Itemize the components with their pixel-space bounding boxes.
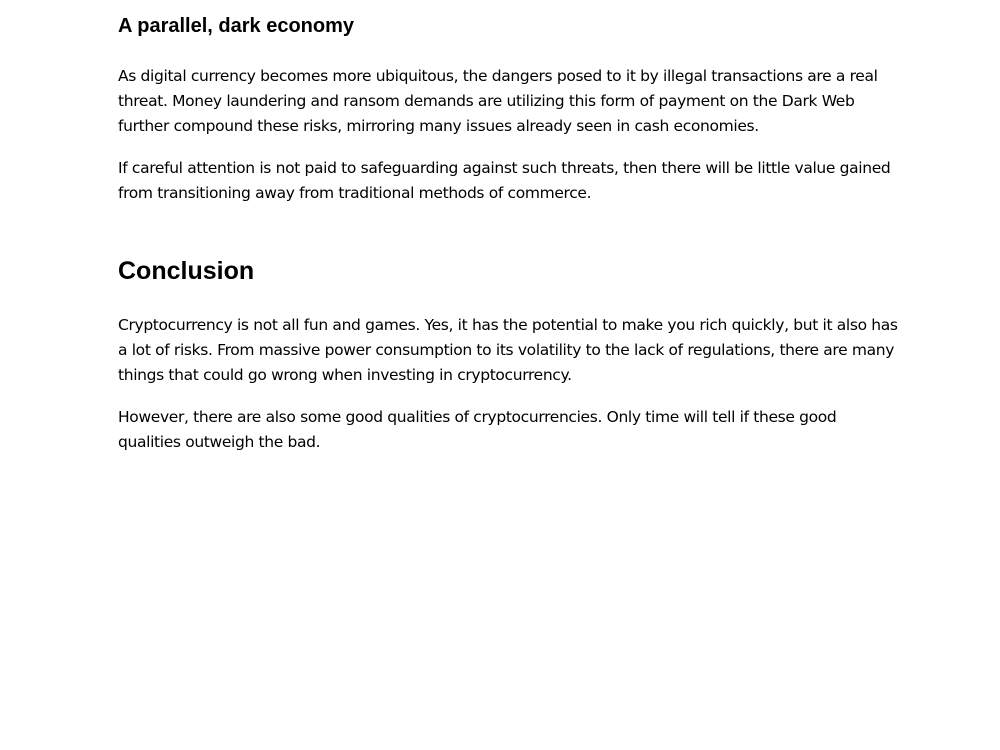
paragraph-line: things that could go wrong when investing in cryptocurrency. [118,366,572,385]
paragraph-line: However, there are also some good qualities of cryptocurrencies. Only time will tell if these good [118,408,837,426]
section-heading-conclusion: Conclusion [118,257,255,285]
paragraph-line: a lot of risks. From massive power consumption to its volatility to the lack of regulations, there are many [118,341,895,360]
paragraph-line: If careful attention is not paid to safeguarding against such threats, then there will be little value gained [118,159,891,177]
section-heading-dark-economy: A parallel, dark economy [118,15,355,37]
paragraph-conclusion-2 [118,405,888,455]
paragraph-line: threat. Money laundering and ransom demands are utilizing this form of payment on the Dark Web [118,92,855,111]
paragraph-line: further compound these risks, mirroring many issues already seen in cash economies. [118,117,759,136]
paragraph-line: qualities outweigh the bad. [118,433,321,452]
paragraph-dark-economy-1 [118,64,888,140]
paragraph-line: Cryptocurrency is not all fun and games. Yes, it has the potential to make you rich quickly, but it also has [118,316,898,334]
paragraph-dark-economy-2 [118,156,891,206]
paragraph-line: As digital currency becomes more ubiquitous, the dangers posed to it by illegal transactions are a real [118,67,878,85]
paragraph-line: from transitioning away from traditional methods of commerce. [118,184,592,203]
paragraph-conclusion-1 [118,313,898,389]
